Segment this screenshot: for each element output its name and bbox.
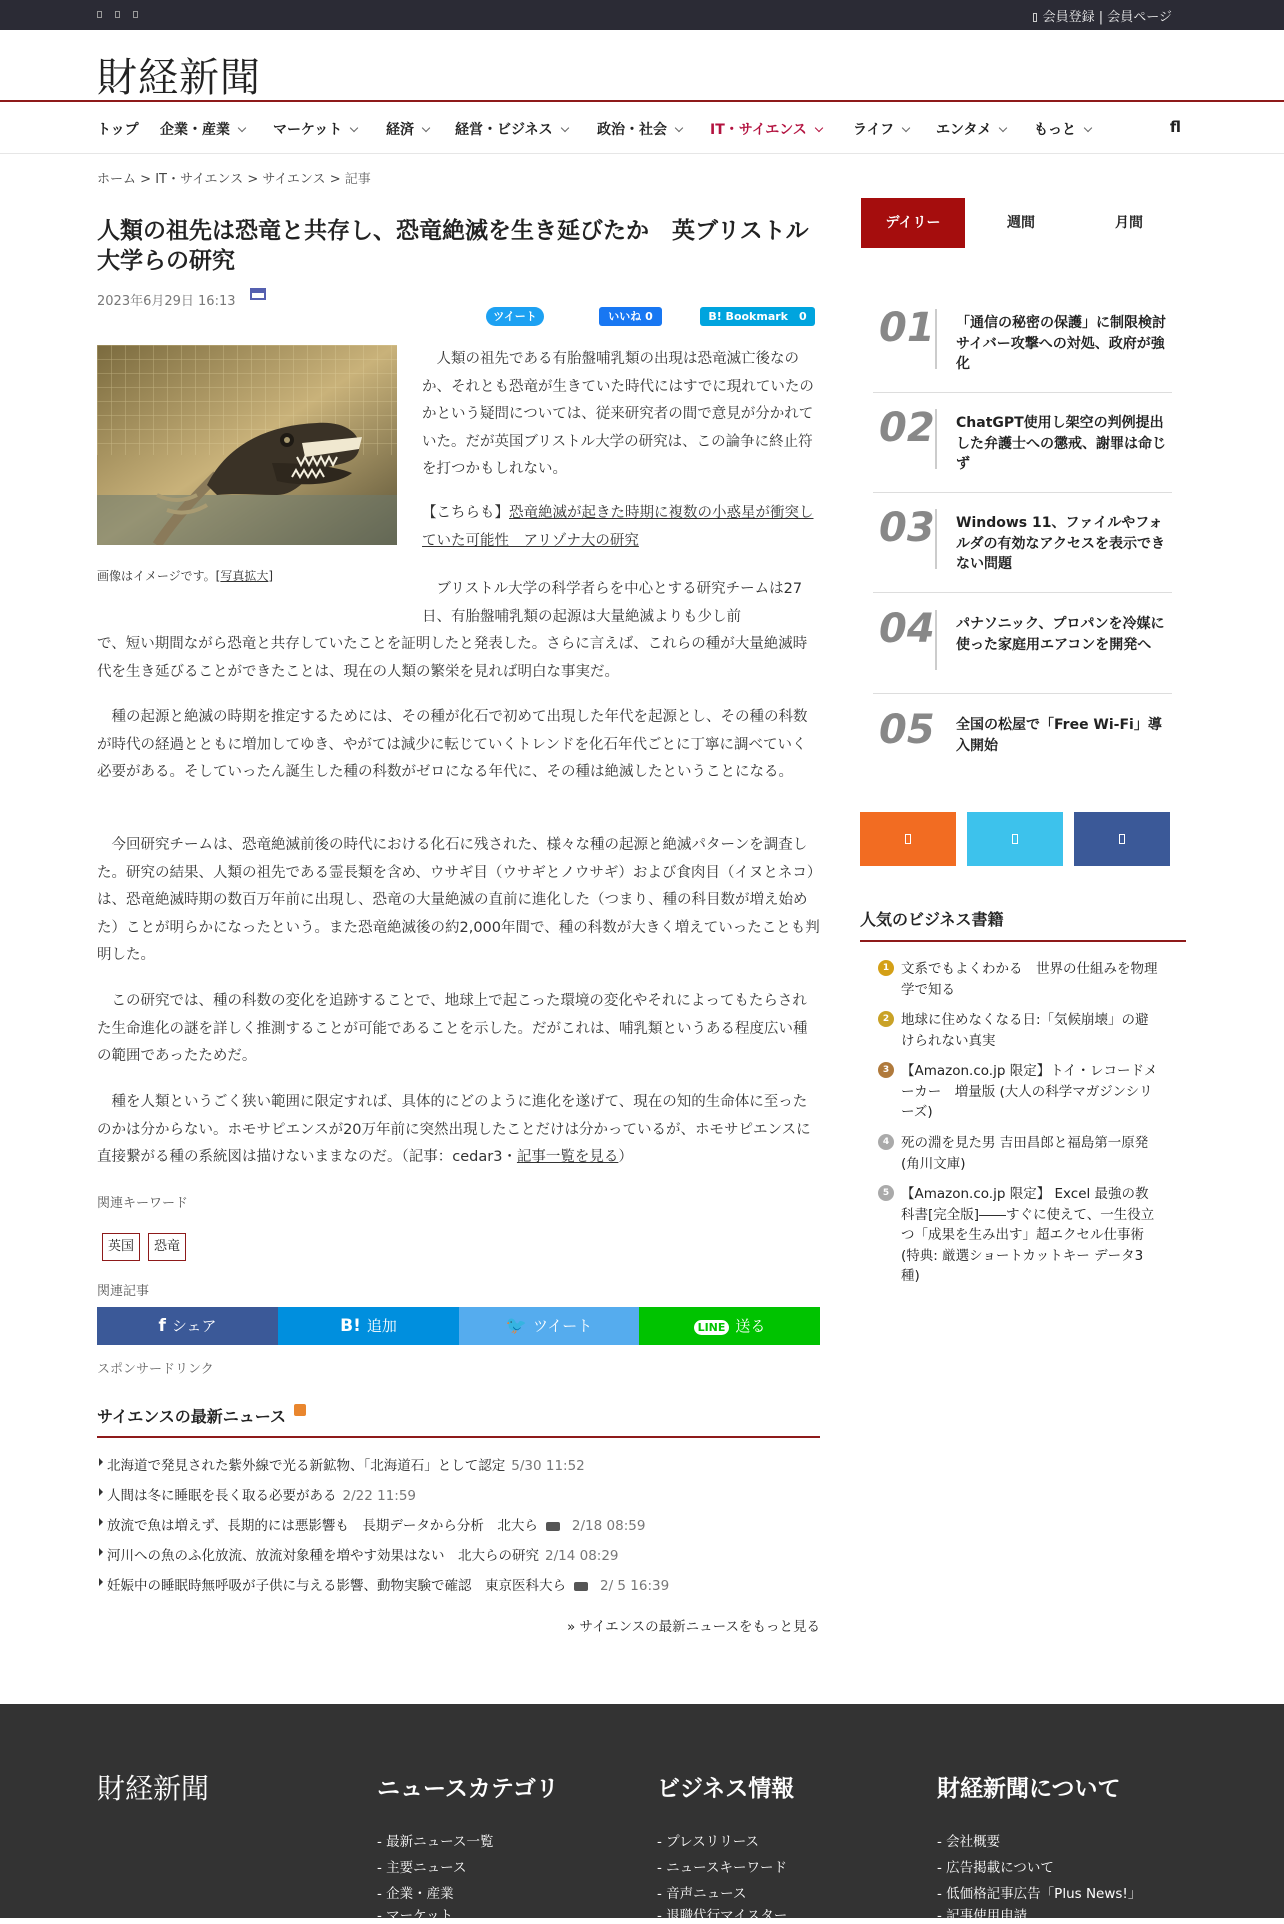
footer-logo[interactable]: 財経新聞 — [97, 1772, 210, 1805]
news-list-item[interactable]: 河川への魚のふ化放流、放流対象種を増やす効果はない 北大らの研究 2/14 08:29 — [107, 1544, 619, 1564]
rank-title: ChatGPT使用し架空の判例提出した弁護士への懲戒、謝罪は命じず — [956, 415, 1166, 472]
article-paragraph: で、短い期間ながら恐竜と共存していたことを証明したと発表した。さらに言えば、これらの種が大量絶滅時代を生き延びることができたことは、現在の人類の繁栄を見れば明白な事実だ。 — [97, 636, 808, 680]
book-item[interactable]: 文系でもよくわかる 世界の仕組みを物理学で知る — [901, 961, 1158, 998]
tab-monthly[interactable]: 月間 — [1115, 215, 1143, 231]
line-icon: LINE — [694, 1320, 730, 1335]
article-paragraph: この研究では、種の科数の変化を追跡することで、地球上で起こった環境の変化やそれによってもたらされた生命進化の謎を詳しく推測することが可能であることを示した。だがこれは、哺乳類というある程度広い種の範囲であったためだ。 — [97, 993, 808, 1064]
article-image[interactable] — [97, 345, 397, 545]
nav-item-industry[interactable]: 企業・産業 — [160, 119, 245, 139]
nav-item-entame[interactable]: エンタメ — [936, 119, 1006, 139]
breadcrumb-home[interactable]: ホーム — [97, 172, 137, 187]
rss-icon[interactable] — [294, 1404, 306, 1416]
keyword-tag[interactable]: 英国 — [102, 1233, 140, 1261]
twitter-button[interactable] — [967, 812, 1063, 866]
related-articles-label: 関連記事 — [97, 1284, 150, 1299]
ranking-item[interactable] — [873, 405, 1172, 493]
article-paragraph: 種の起源と絶滅の時期を推定するためには、その種が化石で初めて出現した年代を起源とし、その種の科数が時代の経過とともに増加してゆき、やがては減少に転じていくトレンドを化石年代ごとに丁寧に調べていく必要がある。そしていったん誕生した種の科数がゼロになる年代に、その種は絶滅したということになる。 — [97, 709, 808, 780]
facebook-button[interactable] — [1074, 812, 1170, 866]
breadcrumb-subcategory[interactable]: サイエンス — [262, 172, 326, 187]
more-science-news-link[interactable]: » サイエンスの最新ニュースをもっと見る — [567, 1619, 820, 1635]
sponsored-links-label: スポンサードリンク — [97, 1362, 214, 1377]
rank-medal-icon: 2 — [878, 1011, 894, 1027]
breadcrumb-category[interactable]: IT・サイエンス — [155, 172, 244, 187]
social-icon[interactable] — [133, 11, 138, 18]
search-icon[interactable]: fl — [1169, 118, 1181, 136]
chevron-down-icon — [902, 124, 910, 132]
chevron-down-icon — [238, 124, 246, 132]
book-item[interactable]: 【Amazon.co.jp 限定】 Excel 最強の教科書[完全版]――すぐに使えて、一生役立つ「成果を生み出す」超エクセル仕事術 (特典: 厳選ショートカットキー データ3種) — [901, 1186, 1155, 1284]
rank-title: 全国の松屋で「Free Wi-Fi」導入開始 — [956, 717, 1162, 754]
image-caption: 画像はイメージです。[写真拡大] — [97, 569, 274, 583]
chevron-down-icon — [815, 124, 823, 132]
footer-link[interactable]: - プレスリリース — [657, 1834, 760, 1850]
breadcrumb-current: 記事 — [344, 172, 371, 187]
chevron-down-icon — [422, 124, 430, 132]
footer-link[interactable]: - 広告掲載について — [937, 1860, 1054, 1876]
camera-icon — [574, 1582, 588, 1591]
site-footer — [0, 1704, 1284, 1924]
book-item[interactable]: 地球に住めなくなる日:「気候崩壊」の避けられない真実 — [901, 1012, 1149, 1049]
news-list-item[interactable]: 妊娠中の睡眠時無呼吸が子供に与える影響、動物実験で確認 東京医科大ら 2/ 5 16:39 — [107, 1574, 669, 1594]
nav-item-business[interactable]: 経営・ビジネス — [455, 119, 568, 139]
nav-item-politics[interactable]: 政治・社会 — [597, 119, 682, 139]
chevron-down-icon — [560, 124, 568, 132]
chevron-down-icon — [1084, 124, 1092, 132]
footer-link[interactable]: - 退職代行マイスター — [657, 1908, 788, 1924]
main-nav — [0, 104, 1284, 154]
footer-link[interactable]: - 企業・産業 — [377, 1886, 454, 1902]
print-icon[interactable] — [250, 288, 266, 300]
rank-number: 01 — [879, 305, 935, 351]
footer-link[interactable]: - マーケット — [377, 1908, 453, 1924]
footer-heading: ビジネス情報 — [657, 1776, 795, 1802]
hatena-bookmark-button[interactable]: B! Bookmark 0 — [700, 307, 815, 326]
nav-item-it-science[interactable]: IT・サイエンス — [710, 119, 822, 139]
footer-link[interactable]: - ニュースキーワード — [657, 1860, 787, 1876]
rank-medal-icon: 4 — [878, 1134, 894, 1150]
twitter-icon — [1012, 834, 1018, 844]
tweet-button[interactable]: ツイート — [486, 307, 544, 326]
footer-link[interactable]: - 会社概要 — [937, 1834, 1001, 1850]
social-icon[interactable] — [97, 11, 102, 18]
rank-title: パナソニック、プロパンを冷媒に使った家庭用エアコンを開発へ — [956, 616, 1165, 653]
rss-icon — [905, 834, 911, 844]
facebook-icon — [1119, 834, 1125, 844]
line-send-button[interactable]: LINE 送る — [639, 1307, 820, 1345]
camera-icon — [546, 1522, 560, 1531]
article-paragraph: 今回研究チームは、恐竜絶滅前後の時代における化石に残された、様々な種の起源と絶滅パターンを調査した。研究の結果、人類の祖先である霊長類を含め、ウサギ目（ウサギとノウサギ）および食肉目（イヌとネコ）は、恐竜絶滅時期の数百万年前に出現し、恐竜の大量絶滅の直前に進化した（つまり、種の科目数が増え始めた）ことが明らかになったという。また恐竜絶滅後の約2,000年間で、種の科数が大きく増えていったことも判明した。 — [97, 837, 820, 963]
breadcrumb: ホーム > IT・サイエンス > サイエンス > 記事 — [97, 172, 371, 187]
nav-item-life[interactable]: ライフ — [853, 119, 909, 139]
twitter-icon: 🐦 — [505, 1316, 527, 1336]
top-bar — [0, 0, 1284, 30]
footer-heading: ニュースカテゴリ — [377, 1776, 559, 1802]
tab-daily[interactable]: デイリー — [861, 198, 965, 248]
hatena-add-button[interactable]: B! 追加 — [278, 1307, 459, 1345]
ranking-item[interactable] — [873, 707, 1172, 767]
footer-heading: 財経新聞について — [937, 1776, 1121, 1802]
rank-number: 03 — [879, 505, 935, 551]
book-item[interactable]: 死の淵を見た男 吉田昌郎と福島第一原発 (角川文庫) — [901, 1135, 1149, 1172]
news-list-item[interactable]: 北海道で発見された紫外線で光る新鉱物、「北海道石」として認定 5/30 11:52 — [107, 1454, 585, 1474]
nav-item-economy[interactable]: 経済 — [386, 119, 429, 139]
twitter-tweet-button[interactable]: 🐦 ツイート — [459, 1307, 639, 1345]
footer-link[interactable]: - 主要ニュース — [377, 1860, 467, 1876]
keywords-label: 関連キーワード — [97, 1196, 189, 1211]
nav-item-top[interactable]: トップ — [97, 122, 139, 138]
site-logo[interactable]: 財経新聞 — [97, 55, 261, 101]
article-paragraph: 種を人類というごく狭い範囲に限定すれば、具体的にどのように進化を遂げて、現在の知的生命体に至ったのかは分からない。ホモサピエンスが20万年前に突然出現したことだけは分かっているが、ホモサピエンスに直接繋がる種の系統図は描けないままなのだ。（記事：cedar3・記事一覧を見る） — [97, 1094, 811, 1165]
rank-medal-icon: 1 — [878, 960, 894, 976]
facebook-icon: f — [158, 1316, 166, 1336]
rank-medal-icon: 5 — [878, 1185, 894, 1201]
nav-item-market[interactable]: マーケット — [273, 119, 357, 139]
rank-title: Windows 11、ファイルやフォルダの有効なアクセスを表示できない問題 — [956, 515, 1166, 572]
book-item[interactable]: 【Amazon.co.jp 限定】トイ・レコードメーカー 増量版 (大人の科学マガジンシリーズ) — [901, 1063, 1158, 1120]
chevron-down-icon — [999, 124, 1007, 132]
social-icon[interactable] — [115, 11, 120, 18]
rank-number: 02 — [879, 405, 935, 451]
rank-medal-icon: 3 — [878, 1062, 894, 1078]
article-paragraph: 人類の祖先である有胎盤哺乳類の出現は恐竜滅亡後なのか、それとも恐竜が生きていた時代にはすでに現れていたのかという疑問については、従来研究者の間で意見が分かれていた。だが英国ブリストル大学の研究は、この論争に終止符を打つかもしれない。 — [422, 351, 814, 477]
hatena-icon: B! — [340, 1316, 361, 1336]
user-icon — [1033, 13, 1037, 22]
article-paragraph: ブリストル大学の科学者らを中心とする研究チームは27日、有胎盤哺乳類の起源は大量絶滅よりも少し前 — [422, 581, 803, 625]
ranking-item[interactable] — [873, 305, 1180, 393]
enlarge-photo-link[interactable]: 写真拡大 — [220, 569, 269, 583]
related-article-teaser: 【こちらも】恐竜絶滅が起きた時期に複数の小惑星が衝突していた可能性 アリゾナ大の研究 — [422, 505, 814, 549]
article-title: 人類の祖先は恐竜と共存し、恐竜絶滅を生き延びたか 英ブリストル大学らの研究 — [97, 218, 809, 274]
rank-number: 04 — [879, 606, 935, 652]
chevron-down-icon — [675, 124, 683, 132]
chevron-down-icon — [350, 124, 358, 132]
article-date: 2023年6月29日 16:13 — [97, 294, 236, 309]
tab-weekly[interactable]: 週間 — [1007, 215, 1035, 231]
like-button[interactable]: いいね 0 — [599, 307, 662, 326]
footer-link[interactable]: - 低価格記事広告「Plus News!」 — [937, 1886, 1142, 1902]
facebook-share-button[interactable]: f シェア — [97, 1307, 278, 1345]
site-header — [0, 30, 1284, 102]
related-article-link[interactable]: 恐竜絶滅が起きた時期に複数の小惑星が衝突していた可能性 アリゾナ大の研究 — [422, 505, 814, 549]
news-list-item[interactable]: 放流で魚は増えず、長期的には悪影響も 長期データから分析 北大ら 2/18 08:59 — [107, 1514, 645, 1534]
keyword-tag[interactable]: 恐竜 — [148, 1233, 186, 1261]
nav-item-more[interactable]: もっと — [1034, 119, 1091, 139]
ranking-item[interactable] — [873, 606, 1172, 694]
footer-link[interactable]: - 記事使用申請 — [937, 1908, 1028, 1924]
rank-title: 「通信の秘密の保護」に制限検討 サイバー攻撃への対処、政府が強化 — [956, 315, 1180, 372]
rss-button[interactable] — [860, 812, 956, 866]
member-links[interactable]: 会員登録 | 会員ページ — [1033, 6, 1172, 25]
rank-number: 05 — [879, 707, 935, 753]
science-news-heading: サイエンスの最新ニュース — [97, 1404, 820, 1438]
footer-link[interactable]: - 音声ニュース — [657, 1886, 747, 1902]
ranking-item[interactable] — [873, 505, 1172, 593]
books-heading: 人気のビジネス書籍 — [860, 907, 1186, 942]
article-list-link[interactable]: 記事一覧を見る — [516, 1149, 619, 1165]
footer-link[interactable]: - 最新ニュース一覧 — [377, 1834, 494, 1850]
news-list-item[interactable]: 人間は冬に睡眠を長く取る必要がある 2/22 11:59 — [107, 1484, 416, 1504]
